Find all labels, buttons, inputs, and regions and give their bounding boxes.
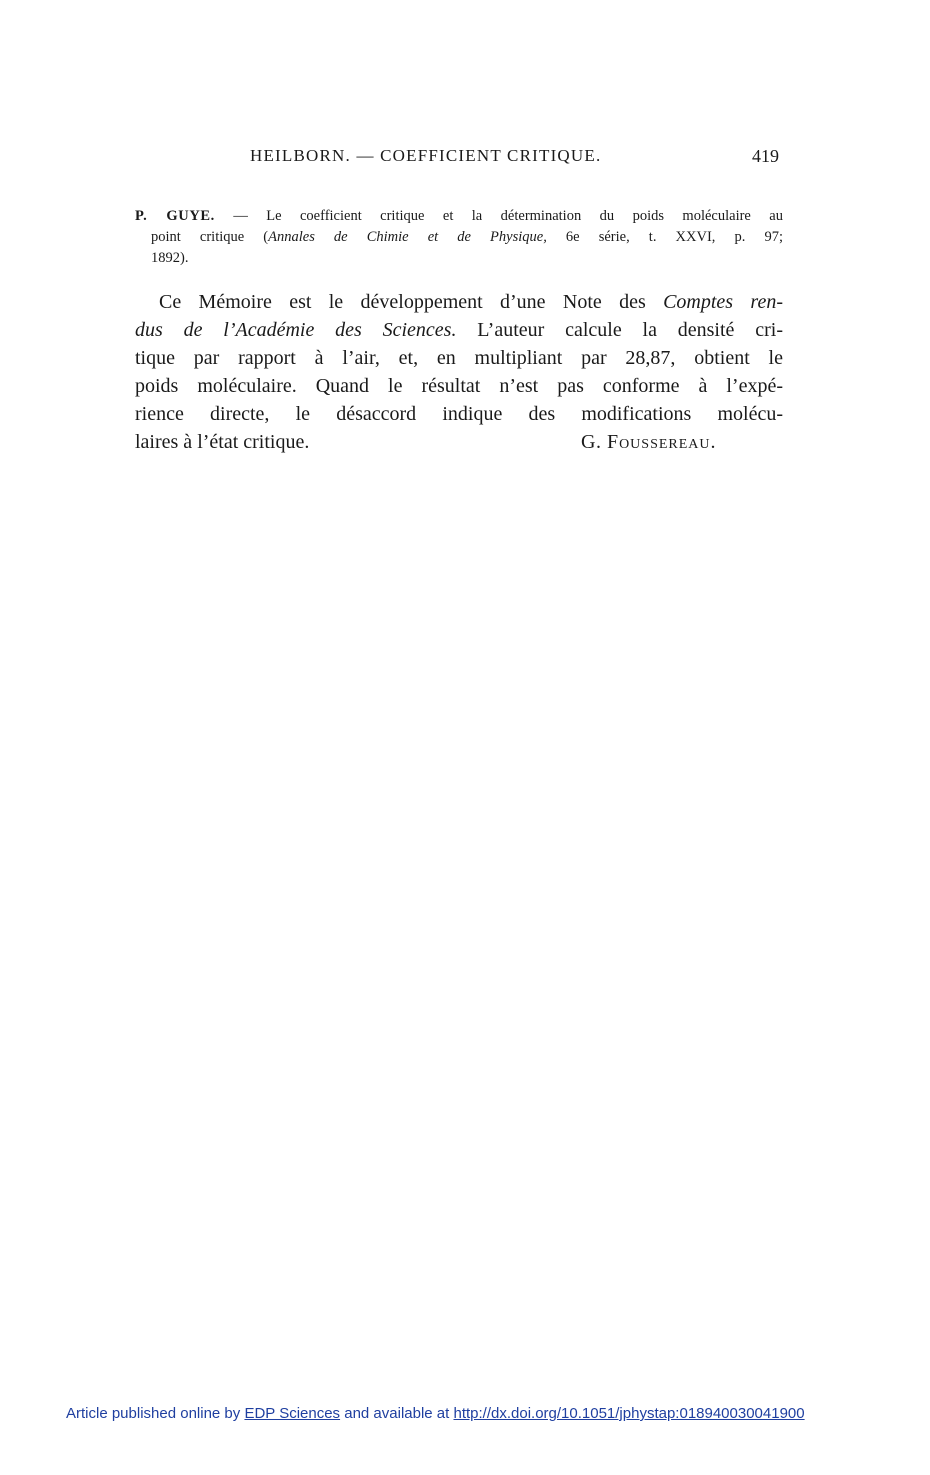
summary-line-6 (135, 428, 783, 456)
reference-line-1 (135, 206, 783, 227)
reference-title-start: — Le coefficient critique et la détermination du poids moléculaire au (214, 208, 783, 224)
summary-text: Ce Mémoire est le développement d’une Note des (159, 291, 664, 313)
signature-initial: G. (581, 431, 607, 453)
summary-line-5: rience directe, le désaccord indique des modifications molécu- (135, 403, 783, 425)
summary-paragraph (135, 288, 783, 456)
summary-line-2 (135, 316, 783, 344)
bibliographic-reference (135, 206, 783, 269)
reference-volume: 6e série, t. XXVI, p. 97; (546, 229, 784, 245)
publisher-link[interactable]: EDP Sciences (244, 1405, 341, 1422)
summary-line-3: tique par rapport à l’air, et, en multipliant par 28,87, obtient le (135, 347, 783, 369)
reference-author: P. GUYE. (135, 208, 215, 224)
page-number: 419 (752, 146, 779, 166)
running-title: HEILBORN. — COEFFICIENT CRITIQUE. (250, 146, 602, 165)
summary-text: L’auteur calcule la densité cri- (456, 319, 783, 341)
summary-italic-title-end: dus de l’Académie des Sciences. (135, 319, 457, 341)
reference-journal: Annales de Chimie et de Physique, (268, 229, 547, 245)
footer-notice (66, 1405, 805, 1422)
signature (581, 428, 717, 456)
footer-prefix: Article published online by (66, 1405, 245, 1422)
reference-line-2 (135, 227, 783, 248)
reference-title-end: point critique ( (151, 229, 269, 245)
doi-link[interactable]: http://dx.doi.org/10.1051/jphystap:018940030041900 (453, 1405, 805, 1422)
reference-year: 1892). (151, 250, 189, 266)
summary-italic-title: Comptes ren- (663, 291, 784, 313)
summary-line-1 (135, 288, 783, 316)
summary-text: laires à l’état critique. (135, 431, 310, 453)
summary-line-4: poids moléculaire. Quand le résultat n’est pas conforme à l’expé- (135, 375, 783, 397)
running-head (0, 146, 930, 170)
footer-middle: and available at (340, 1405, 454, 1422)
signature-name: Foussereau. (606, 431, 717, 453)
reference-line-3 (135, 248, 783, 269)
